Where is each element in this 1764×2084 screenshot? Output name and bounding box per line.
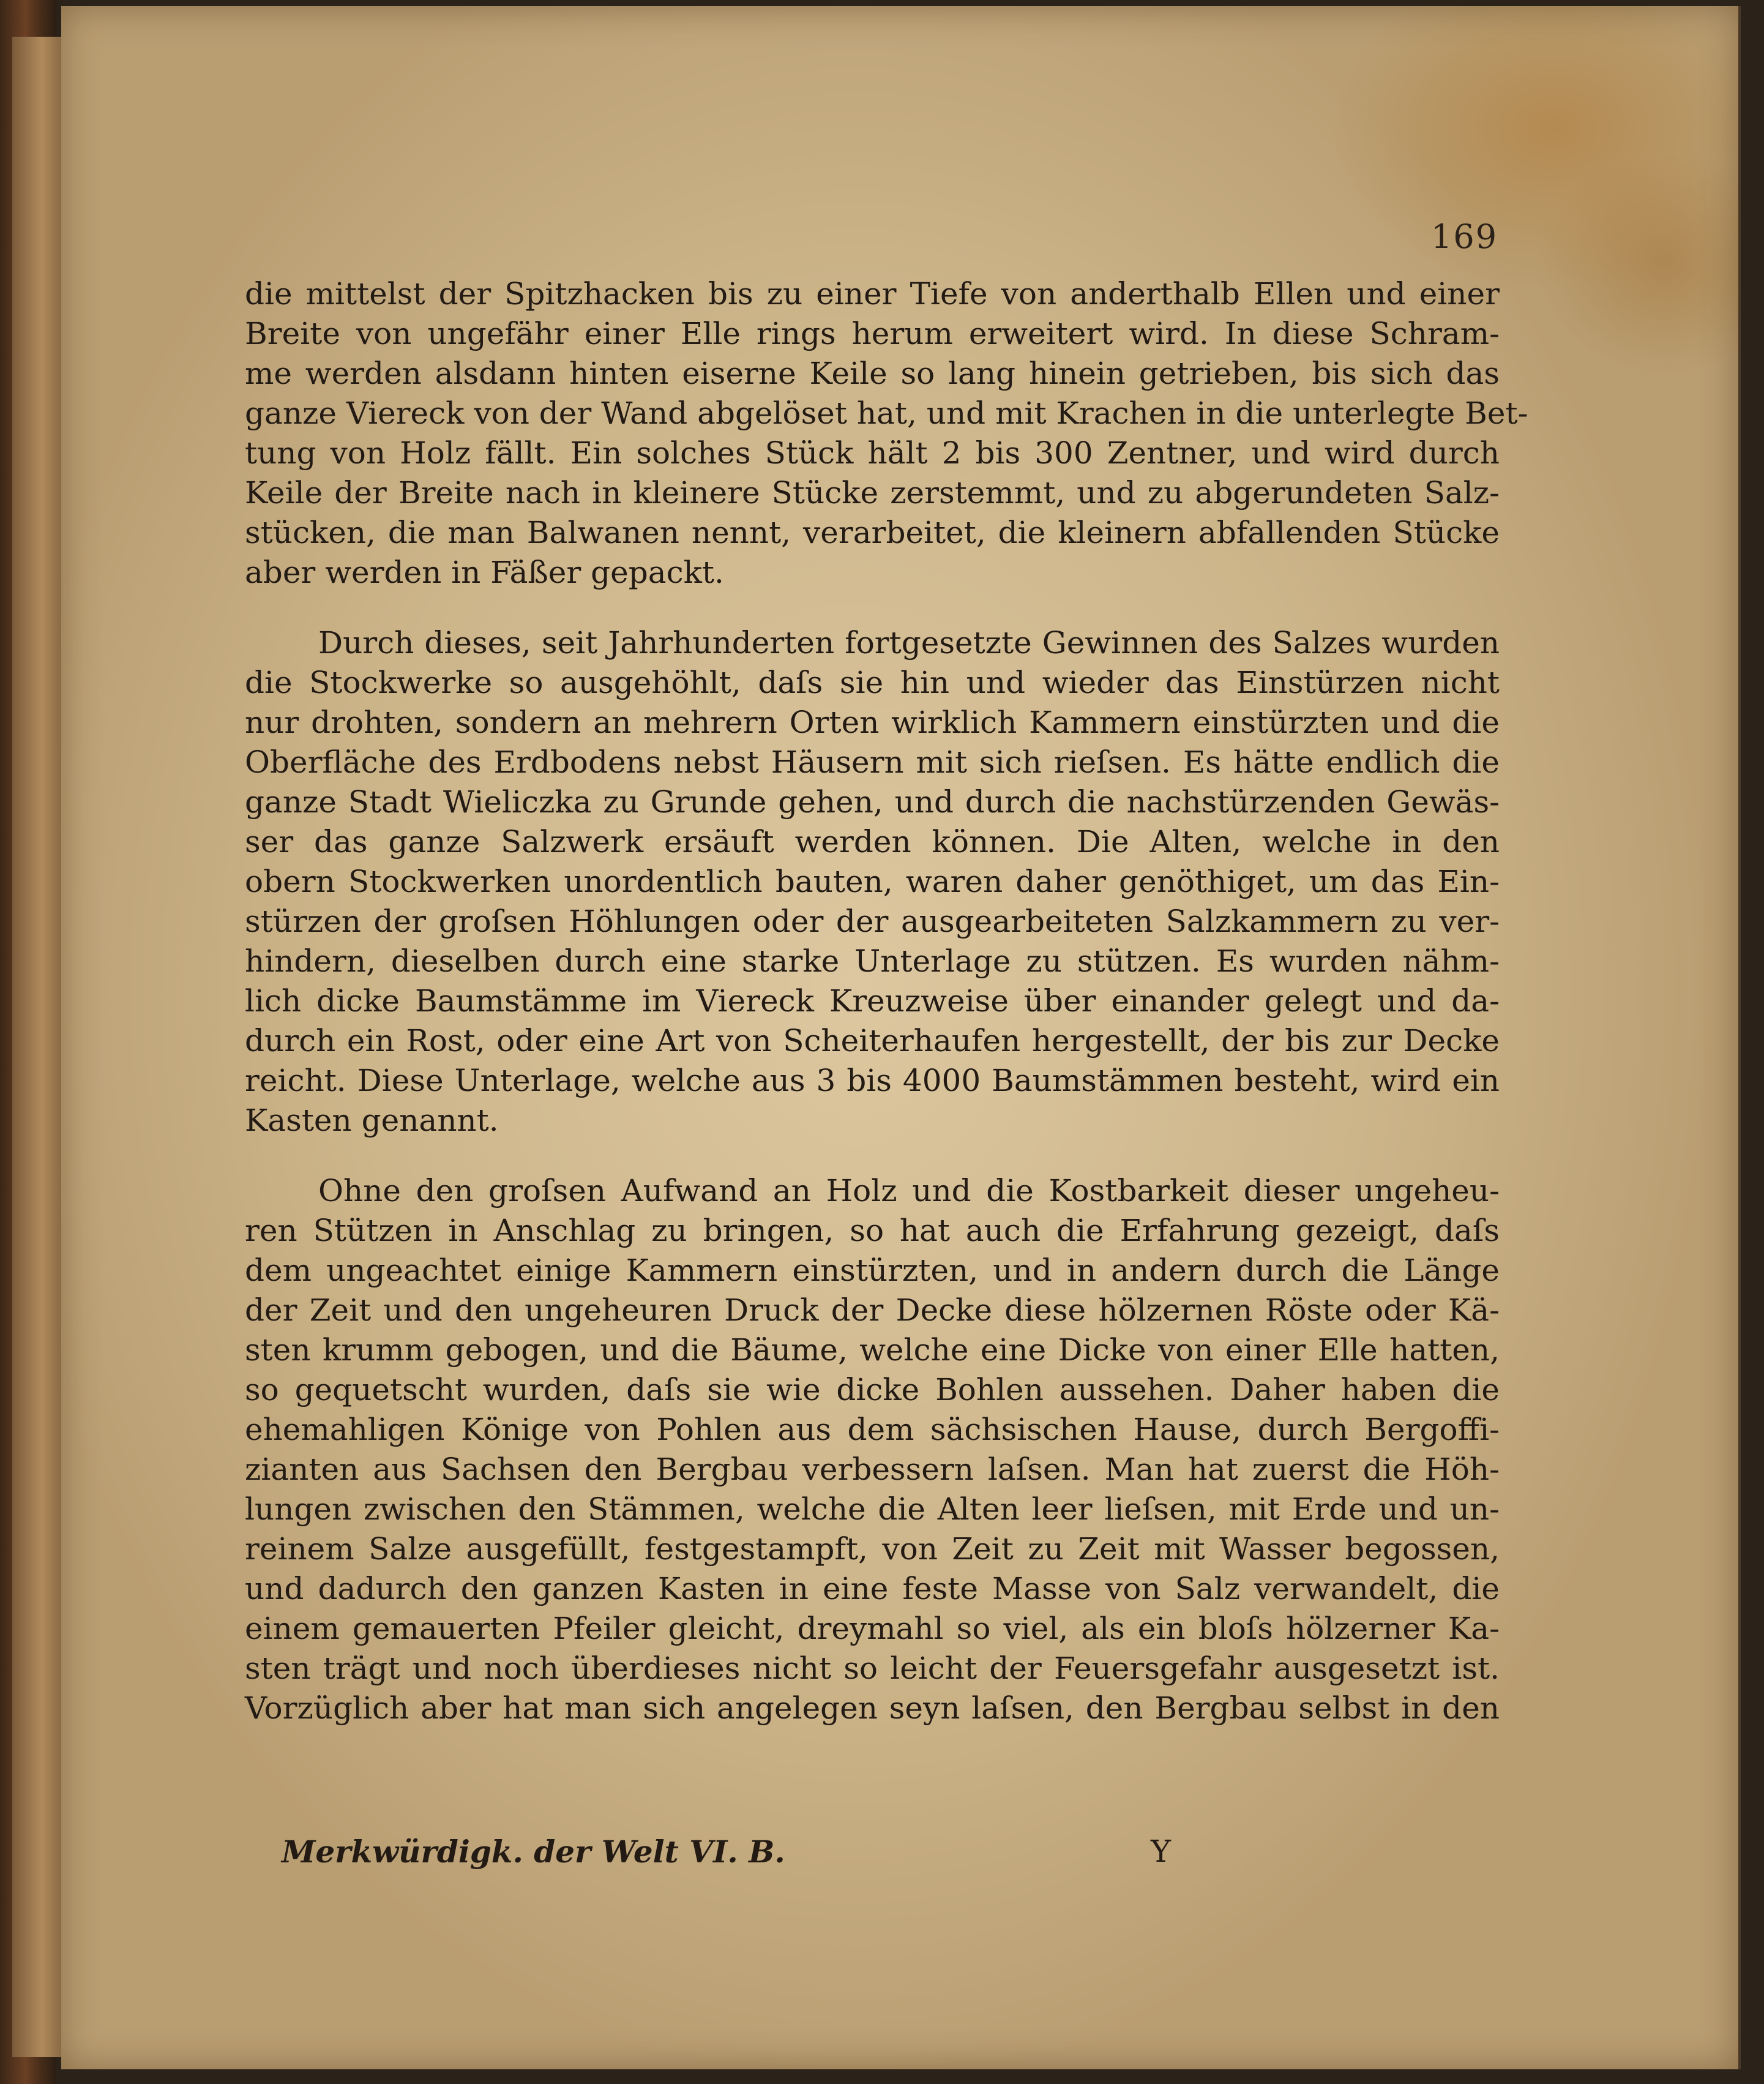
text-line: stücken, die man Balwanen nennt, verarbeitet, die kleinern abfallenden Stücke (245, 515, 1500, 550)
text-line: tung von Holz fällt. Ein solches Stück hält 2 bis 300 Zentner, und wird durch (245, 435, 1500, 471)
text-line: nur drohten, sondern an mehrern Orten wirklich Kammern einstürzten und die (245, 705, 1500, 740)
text-line: Kasten genannt. (245, 1103, 499, 1138)
text-line: reinem Salze ausgefüllt, festgestampft, von Zeit zu Zeit mit Wasser begossen, (245, 1531, 1500, 1567)
text-line: so gequetscht wurden, daſs sie wie dicke Bohlen aussehen. Daher haben die (245, 1372, 1500, 1407)
text-line: lungen zwischen den Stämmen, welche die Alten leer lieſsen, mit Erde und un- (245, 1491, 1500, 1527)
text-line: Breite von ungefähr einer Elle rings herum erweitert wird. In diese Schram- (245, 316, 1500, 351)
text-line: sten krumm gebogen, und die Bäume, welche eine Dicke von einer Elle hatten, (245, 1332, 1500, 1368)
body-text (245, 274, 1528, 1728)
text-line: ehemahligen Könige von Pohlen aus dem sächsischen Hause, durch Bergoffi- (245, 1412, 1500, 1447)
text-line: und dadurch den ganzen Kasten in eine feste Masse von Salz verwandelt, die (245, 1571, 1500, 1606)
text-line: obern Stockwerken unordentlich bauten, waren daher genöthiget, um das Ein- (245, 864, 1500, 899)
page-number: 169 (1431, 217, 1498, 256)
text-line: stürzen der groſsen Höhlungen oder der ausgearbeiteten Salzkammern zu ver- (245, 904, 1500, 939)
text-line: ganze Stadt Wieliczka zu Grunde gehen, und durch die nachstürzenden Gewäs- (245, 784, 1500, 820)
text-line: lich dicke Baumstämme im Viereck Kreuzweise über einander gelegt und da- (245, 983, 1500, 1019)
text-line: dem ungeachtet einige Kammern einstürzten, und in andern durch die Länge (245, 1253, 1500, 1288)
paragraph-3 (245, 1171, 1500, 1728)
text-line: aber werden in Fäßer gepackt. (245, 555, 724, 590)
text-line: reicht. Diese Unterlage, welche aus 3 bis 4000 Baumstämmen besteht, wird ein (245, 1063, 1500, 1098)
paragraph-1 (245, 274, 1528, 593)
text-line: Ohne den groſsen Aufwand an Holz und die Kostbarkeit dieser ungeheu- (318, 1173, 1500, 1209)
text-line: einem gemauerten Pfeiler gleicht, dreymahl so viel, als ein bloſs hölzerner Ka- (245, 1611, 1500, 1646)
text-line: hindern, dieselben durch eine starke Unterlage zu stützen. Es wurden nähm- (245, 943, 1500, 979)
text-line: Vorzüglich aber hat man sich angelegen seyn laſsen, den Bergbau selbst in den (245, 1690, 1500, 1726)
paragraph-2 (245, 623, 1500, 1141)
paragraph-gap (245, 593, 1500, 623)
text-line: me werden alsdann hinten eiserne Keile so lang hinein getrieben, bis sich das (245, 356, 1500, 391)
text-line: sten trägt und noch überdieses nicht so leicht der Feuersgefahr ausgesetzt ist. (245, 1651, 1500, 1686)
text-line: zianten aus Sachsen den Bergbau verbessern laſsen. Man hat zuerst die Höh- (245, 1452, 1500, 1487)
text-line: ganze Viereck von der Wand abgelöset hat, und mit Krachen in die unterlegte Bet- (245, 395, 1528, 431)
text-line: ren Stützen in Anschlag zu bringen, so hat auch die Erfahrung gezeigt, daſs (245, 1213, 1500, 1248)
text-line: Durch dieses, seit Jahrhunderten fortgesetzte Gewinnen des Salzes wurden (318, 625, 1500, 661)
printer-signature: Merkwürdigk. der Welt VI. B. (282, 1834, 785, 1870)
book-page (61, 6, 1741, 2069)
text-line: die Stockwerke so ausgehöhlt, daſs sie hin und wieder das Einstürzen nicht (245, 665, 1500, 700)
sheet-mark: Y (1151, 1834, 1172, 1869)
text-line: die mittelst der Spitzhacken bis zu einer Tiefe von anderthalb Ellen und einer (245, 276, 1500, 312)
text-line: Keile der Breite nach in kleinere Stücke zerstemmt, und zu abgerundeten Salz- (245, 475, 1500, 511)
facing-page-edge (12, 37, 63, 2057)
text-line: Oberfläche des Erdbodens nebst Häusern mit sich rieſsen. Es hätte endlich die (245, 744, 1500, 780)
paragraph-gap (245, 1141, 1500, 1171)
text-line: ser das ganze Salzwerk ersäuft werden können. Die Alten, welche in den (245, 824, 1500, 860)
text-line: der Zeit und den ungeheuren Druck der Decke diese hölzernen Röste oder Kä- (245, 1292, 1500, 1328)
text-line: durch ein Rost, oder eine Art von Scheiterhaufen hergestellt, der bis zur Decke (245, 1023, 1500, 1059)
